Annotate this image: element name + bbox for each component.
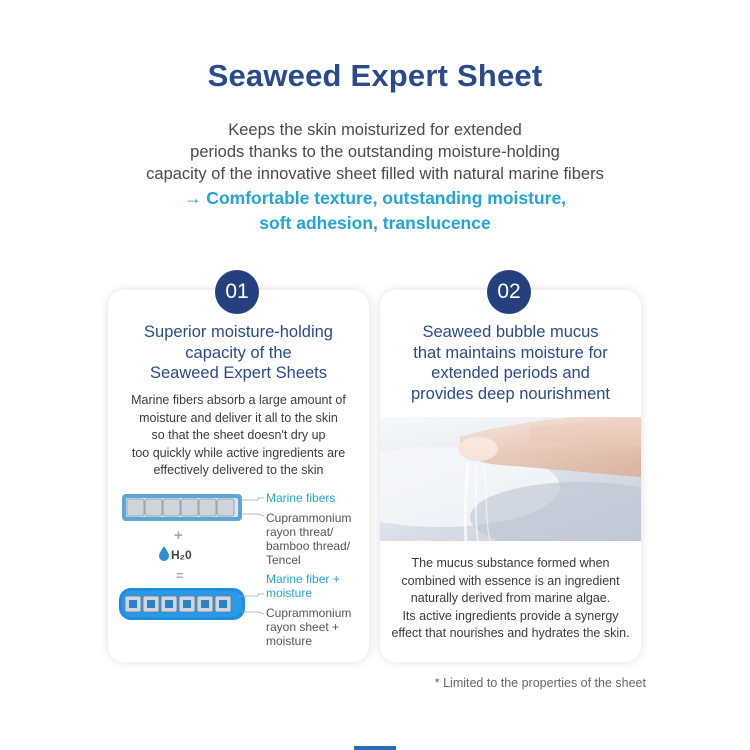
- bottom-indicator-bar: [354, 746, 396, 750]
- intro-text: [0, 119, 750, 185]
- intro-line: Keeps the skin moisturized for extended: [228, 121, 522, 139]
- plus-sign: +: [174, 527, 183, 544]
- feature-card-1: [108, 290, 369, 662]
- number-badge-02: 02: [487, 270, 531, 314]
- heading-line: capacity of the: [185, 343, 292, 362]
- heading-line: Seaweed bubble mucus: [422, 323, 599, 341]
- label-line: rayon sheet +: [266, 620, 340, 634]
- body-line: naturally derived from marine algae.: [410, 591, 611, 605]
- highlight-line: soft adhesion, translucence: [259, 213, 491, 233]
- body-line: so that the sheet doesn't dry up: [151, 428, 326, 442]
- marine-fiber-moist-strip: [119, 588, 245, 620]
- body-line: combined with essence is an ingredient: [401, 573, 620, 588]
- marine-fiber-strip: [122, 494, 242, 521]
- label-line: bamboo thread/: [266, 539, 351, 553]
- water-label: H₂0: [171, 548, 192, 562]
- body-line: effect that nourishes and hydrates the skin.: [391, 626, 630, 640]
- marine-fiber-moisture-label: [266, 572, 340, 600]
- intro-line: capacity of the innovative sheet filled with natural marine fibers: [146, 165, 604, 183]
- label-line: rayon threat/: [266, 525, 334, 539]
- heading-line: that maintains moisture for: [413, 343, 608, 362]
- card-2-heading: [380, 322, 641, 404]
- heading-line: provides deep nourishment: [410, 384, 611, 403]
- page-title: Seaweed Expert Sheet: [207, 58, 543, 93]
- body-line: effectively delivered to the skin: [153, 463, 324, 477]
- label-line: Marine fiber +: [266, 572, 340, 586]
- card-2-body: [380, 555, 641, 643]
- heading-line: Superior moisture-holding: [144, 323, 333, 341]
- label-line: moisture: [266, 586, 313, 600]
- highlight-text: [0, 186, 750, 236]
- water-drop-icon: [159, 546, 169, 561]
- feature-card-2: [380, 290, 641, 662]
- footnote: * Limited to the properties of the sheet: [434, 676, 646, 690]
- body-line: Marine fibers absorb a large amount of: [131, 393, 346, 407]
- label-line: moisture: [266, 634, 313, 648]
- label-line: Cuprammonium: [266, 606, 352, 620]
- body-line: moisture and deliver it all to the skin: [139, 410, 338, 425]
- threads-label: [266, 511, 351, 567]
- heading-line: extended periods and: [431, 364, 590, 382]
- heading-line: Seaweed Expert Sheets: [149, 364, 328, 382]
- label-line: Tencel: [266, 553, 301, 567]
- rayon-sheet-label: [266, 606, 351, 648]
- body-line: The mucus substance formed when: [411, 556, 610, 570]
- fiber-diagram: [108, 290, 369, 662]
- body-line: Its active ingredients provide a synergy: [402, 608, 619, 623]
- label-line: Cuprammonium: [266, 511, 352, 525]
- mucus-photo: [380, 417, 641, 541]
- intro-line: periods thanks to the outstanding moisture-holding: [190, 143, 560, 161]
- highlight-line: → Comfortable texture, outstanding moisture,: [183, 188, 567, 208]
- equals-sign: =: [176, 568, 184, 583]
- body-line: too quickly while active ingredients are: [131, 445, 346, 460]
- number-badge-01: 01: [215, 270, 259, 314]
- marine-fibers-label: Marine fibers: [266, 491, 336, 505]
